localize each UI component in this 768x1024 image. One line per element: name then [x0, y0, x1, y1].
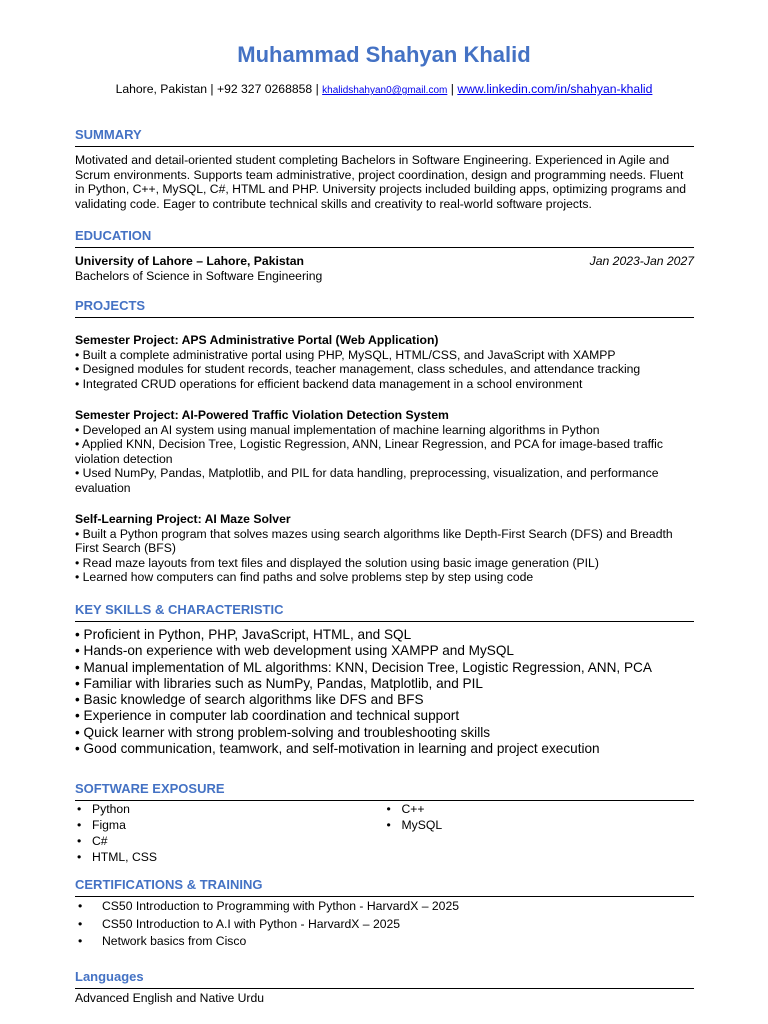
skills-heading: KEY SKILLS & CHARACTERISTIC [75, 602, 694, 622]
project-bullet: • Developed an AI system using manual implementation of machine learning algorithms in Python [75, 422, 600, 437]
software-list-left [75, 801, 385, 865]
project-title: Semester Project: APS Administrative Portal (Web Application) [75, 333, 439, 347]
project-item [75, 333, 694, 391]
project-title: Semester Project: AI-Powered Traffic Violation Detection System [75, 408, 449, 422]
project-bullet: • Designed modules for student records, teacher management, class schedules, and attendance tracking [75, 362, 641, 377]
software-list-right [385, 801, 695, 865]
languages-heading: Languages [75, 969, 694, 989]
education-dates: Jan 2023-Jan 2027 [589, 254, 694, 268]
education-section [75, 228, 694, 283]
skill-item: • Good communication, teamwork, and self-motivation in learning and project execution [75, 741, 600, 757]
email-link[interactable]: khalidshahyan0@gmail.com [322, 85, 448, 96]
project-title: Self-Learning Project: AI Maze Solver [75, 512, 291, 526]
degree-name: Bachelors of Science in Software Engineering [75, 268, 323, 283]
skill-item: • Hands-on experience with web development using XAMPP and MySQL [75, 643, 514, 659]
skill-item: • Familiar with libraries such as NumPy, Pandas, Matplotlib, and PIL [75, 675, 483, 691]
education-heading: EDUCATION [75, 228, 694, 248]
project-item [75, 408, 694, 496]
education-row [75, 254, 694, 269]
summary-text: Motivated and detail-oriented student completing Bachelors in Software Engineering. Experienced in Agile and Scrum environments. Supports team administrative, project coordination, design and programming needs. Fluent in Python, C++, MySQL, C#, HTML and PHP. University projects included building apps, optimizing programs and validating code. Eager to contribute technical skills and creativity to real-world software projects. [75, 153, 687, 211]
certification-item: • CS50 Introduction to Programming with Python - HarvardX – 2025 [75, 898, 694, 916]
software-item: • HTML, CSS [75, 849, 385, 865]
certification-item: • CS50 Introduction to A.I with Python - HarvardX – 2025 [75, 916, 694, 934]
software-heading: SOFTWARE EXPOSURE [75, 781, 694, 801]
contact-separator: | [450, 82, 454, 96]
project-bullet: • Built a Python program that solves mazes using search algorithms like Depth-First Search (DFS) and Breadth First Search (BFS) [75, 526, 673, 556]
languages-text: Advanced English and Native Urdu [75, 991, 265, 1005]
summary-section [75, 127, 694, 211]
software-item: • MySQL [385, 817, 695, 833]
project-bullet: • Built a complete administrative portal using PHP, MySQL, HTML/CSS, and JavaScript with XAMPP [75, 347, 616, 362]
skill-item: • Experience in computer lab coordination and technical support [75, 708, 460, 724]
languages-section [75, 969, 694, 1006]
contact-location-phone: Lahore, Pakistan | +92 327 0268858 | [115, 82, 319, 96]
school-name: University of Lahore – Lahore, Pakistan [75, 254, 304, 268]
projects-heading: PROJECTS [75, 298, 694, 318]
software-item: • Python [75, 801, 385, 817]
contact-line [0, 82, 768, 96]
project-bullet: • Read maze layouts from text files and displayed the solution using basic image generation (PIL) [75, 555, 599, 570]
software-section [75, 781, 694, 865]
linkedin-link[interactable]: www.linkedin.com/in/shahyan-khalid [457, 82, 653, 96]
certifications-section [75, 877, 694, 951]
summary-heading: SUMMARY [75, 127, 694, 147]
project-bullet: • Learned how computers can find paths and solve problems step by step using code [75, 570, 534, 585]
software-columns [75, 801, 694, 865]
software-item: • Figma [75, 817, 385, 833]
skill-item: • Manual implementation of ML algorithms: KNN, Decision Tree, Logistic Regression, ANN, PCA [75, 659, 652, 675]
candidate-name: Muhammad Shahyan Khalid [237, 42, 531, 67]
project-bullet: • Used NumPy, Pandas, Matplotlib, and PIL for data handling, preprocessing, visualization, and performance evaluation [75, 466, 659, 495]
certifications-heading: CERTIFICATIONS & TRAINING [75, 877, 694, 897]
skill-item: • Quick learner with strong problem-solving and troubleshooting skills [75, 724, 491, 740]
skills-section [75, 602, 694, 757]
certification-item: • Network basics from Cisco [75, 933, 694, 951]
projects-section [75, 298, 694, 318]
skill-item: • Basic knowledge of search algorithms like DFS and BFS [75, 692, 424, 708]
software-item: • C++ [385, 801, 695, 817]
skills-list [75, 627, 694, 757]
skill-item: • Proficient in Python, PHP, JavaScript, HTML, and SQL [75, 627, 412, 642]
software-item: • C# [75, 833, 385, 849]
project-bullet: • Integrated CRUD operations for efficient backend data management in a school environment [75, 376, 583, 391]
certifications-list [75, 898, 694, 951]
project-item [75, 512, 694, 585]
project-bullet: • Applied KNN, Decision Tree, Logistic Regression, ANN, Linear Regression, and PCA for image-based traffic violation detection [75, 437, 663, 466]
